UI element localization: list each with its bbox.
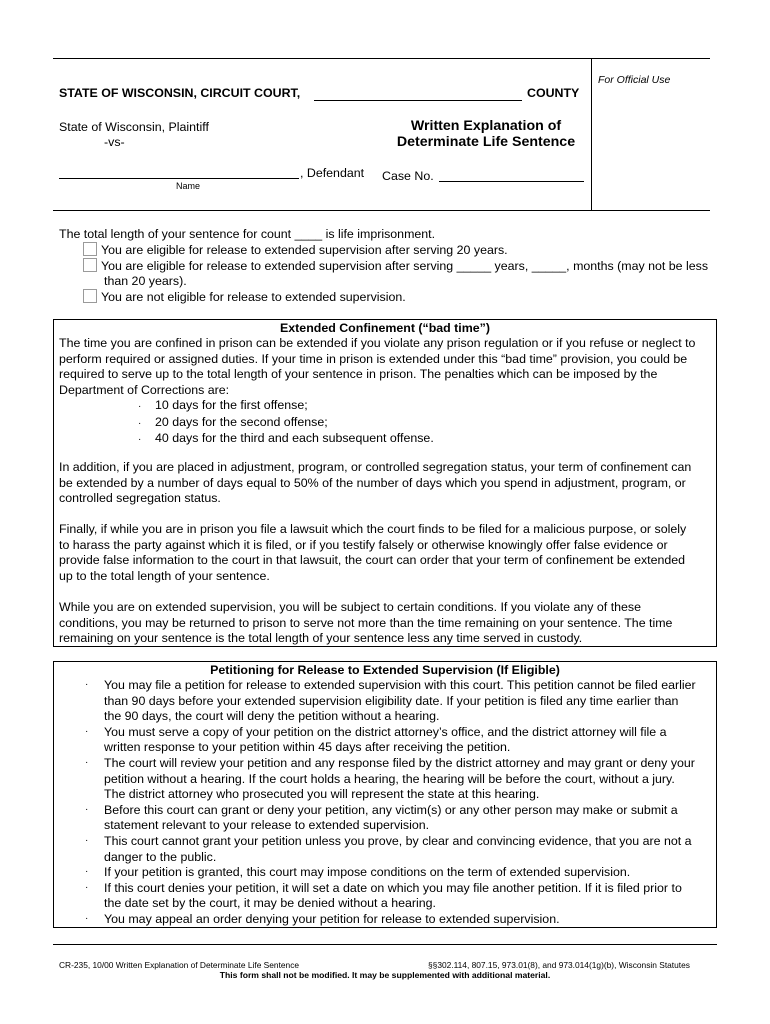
- option1-text: You are eligible for release to extended supervision after serving 20 years.: [101, 243, 508, 257]
- list-item: · Before this court can grant or deny your petition, any victim(s) or any other person may make or submit a statement relevant to your release to extended supervision.: [85, 802, 678, 833]
- plaintiff-label: State of Wisconsin, Plaintiff: [59, 120, 209, 134]
- extended-confinement-title: Extended Confinement (“bad time”): [280, 321, 490, 335]
- option2-text: You are eligible for release to extended supervision after serving _____ years, _____, months (may not be less: [101, 259, 709, 273]
- text-line: Department of Corrections are:: [59, 382, 230, 397]
- official-use-label: For Official Use: [598, 74, 671, 86]
- list-item: · The court will review your petition and any response filed by the district attorney and may grant or deny your petition without a hearing. If the court holds a hearing, the hearing will be before the court, without a jury. The district attorney who prosecuted you will represent the state at this hearing.: [85, 755, 695, 802]
- text-line: conditions, you may be returned to prison to serve not more than the time remaining on your sentence. The time: [59, 615, 673, 630]
- text-line: While you are on extended supervision, you will be subject to certain conditions. If you violate any of these: [59, 600, 642, 614]
- footer-divider: [53, 944, 717, 945]
- confinement-paragraph-4: [59, 600, 672, 647]
- official-use-divider: [591, 58, 592, 210]
- text-line: required to serve up to the total length of your sentence in prison. The penalties which can be imposed by the: [59, 367, 658, 382]
- list-item: · You may file a petition for release to extended supervision with this court. This petition cannot be filed earlier than 90 days before your extended supervision eligibility date. If your petition is filed any time earlier than the 90 days, the court will deny the petition without a hearing.: [85, 678, 696, 724]
- list-item: · 10 days for the first offense;: [138, 398, 308, 412]
- name-caption: Name: [176, 181, 201, 191]
- text-line: The time you are confined in prison can be extended if you violate any prison regulation or if you refuse or neglect to: [59, 336, 696, 350]
- list-item: · You may appeal an order denying your petition for release to extended supervision.: [85, 911, 560, 926]
- list-item: · You must serve a copy of your petition on the district attorney’s office, and the district attorney will file a written response to your petition within 45 days after receiving the petition.: [85, 724, 667, 755]
- list-item: · This court cannot grant your petition unless you prove, by clear and convincing evidence, that you are not a danger to the public.: [85, 833, 692, 864]
- confinement-paragraph-3: [59, 522, 686, 584]
- confinement-paragraph-2: [59, 460, 691, 507]
- list-item: · If your petition is granted, this court may impose conditions on the term of extended supervision.: [85, 865, 631, 880]
- county-label: COUNTY: [527, 86, 580, 100]
- text-line: be extended by a number of days equal to 50% of the number of days which you spend in adjustment, program, or: [59, 475, 686, 490]
- confinement-paragraph-1: [59, 336, 695, 398]
- option-eligible-20-years: [83, 242, 508, 259]
- form-title-line1: Written Explanation of: [410, 118, 562, 134]
- text-line: Finally, if while you are in prison you file a lawsuit which the court finds to be filed for a malicious purpose, or solely: [59, 522, 687, 536]
- defendant-name-blank[interactable]: [59, 178, 299, 179]
- checkbox-eligible-20[interactable]: [83, 242, 97, 256]
- form-identifier: CR-235, 10/00 Written Explanation of Determinate Life Sentence: [59, 960, 300, 970]
- text-line: provide false information to the court in that lawsuit, the court can order that your term of confinement be extended: [59, 553, 686, 568]
- header-top-divider: [53, 58, 710, 59]
- case-number-blank[interactable]: [439, 181, 584, 182]
- sentence-intro: The total length of your sentence for count ____ is life imprisonment.: [59, 227, 436, 241]
- header-bottom-divider: [53, 210, 710, 211]
- list-item: · 40 days for the third and each subsequent offense.: [138, 431, 434, 446]
- option2-continued: than 20 years).: [104, 274, 187, 288]
- petitioning-list: [85, 678, 715, 928]
- court-prefix: STATE OF WISCONSIN, CIRCUIT COURT,: [59, 86, 301, 100]
- defendant-label: , Defendant: [300, 166, 365, 180]
- option-not-eligible: [83, 289, 406, 306]
- checkbox-eligible-custom[interactable]: [83, 258, 97, 272]
- text-line: up to the total length of your sentence.: [59, 568, 270, 583]
- text-line: to harass the party against which it is filed, or if you testify falsely or otherwise knowingly offer false evidence or: [59, 537, 668, 552]
- list-item: · If this court denies your petition, it will set a date on which you may file another petition. If it is filed prior to the date set by the court, it may be denied without a hearing.: [85, 880, 682, 911]
- list-item: · 20 days for the second offense;: [138, 414, 328, 429]
- form-title-line2: Determinate Life Sentence: [396, 134, 576, 150]
- vs-label: -vs-: [104, 135, 125, 149]
- text-line: controlled segregation status.: [59, 491, 221, 506]
- petitioning-title: Petitioning for Release to Extended Supervision (If Eligible): [210, 663, 560, 677]
- text-line: In addition, if you are placed in adjustment, program, or controlled segregation status, your term of confinement can: [59, 460, 692, 474]
- case-number-label: Case No.: [382, 169, 434, 183]
- option3-text: You are not eligible for release to extended supervision.: [101, 290, 406, 304]
- checkbox-not-eligible[interactable]: [83, 289, 97, 303]
- modification-notice: This form shall not be modified. It may be supplemented with additional material.: [219, 970, 551, 980]
- county-blank[interactable]: [314, 100, 522, 101]
- text-line: perform required or assigned duties. If your time in prison is extended under this “bad time” provision, you could be: [59, 351, 688, 366]
- statute-reference: §§302.114, 807.15, 973.01(8), and 973.014(1g)(b), Wisconsin Statutes: [428, 960, 690, 970]
- option-eligible-custom: [83, 258, 708, 275]
- penalty-list: [138, 398, 434, 448]
- text-line: remaining on your sentence is the total length of your sentence less any time served in custody.: [59, 631, 583, 646]
- court-caption: [59, 86, 300, 100]
